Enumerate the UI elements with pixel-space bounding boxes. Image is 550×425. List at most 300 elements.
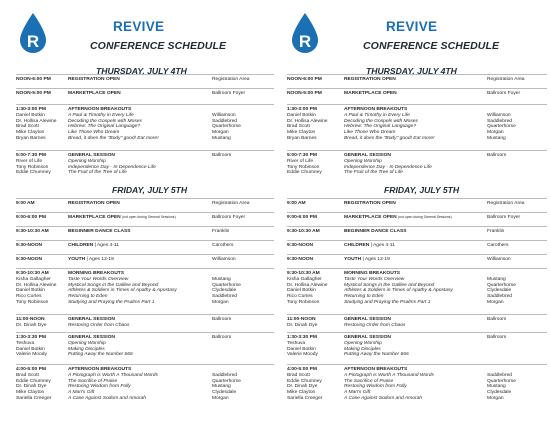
speaker-name: Tony Robinson xyxy=(16,164,49,170)
room-name: Quarterhorse xyxy=(487,124,516,130)
session-time: 11:00-NOON xyxy=(287,317,316,322)
time-and-speakers xyxy=(16,317,46,329)
session-time: 9:00 AM xyxy=(287,201,306,206)
session-topic: A Case Against Sodom and Amorah xyxy=(68,395,147,401)
room-column xyxy=(487,243,508,249)
speaker-name: Teshuva xyxy=(287,340,306,346)
speaker-name: Daniel Botkin xyxy=(16,346,45,352)
room-column xyxy=(212,229,229,235)
session-title: MARKETPLACE OPEN xyxy=(68,91,121,96)
session-details xyxy=(68,317,129,329)
time-and-speakers xyxy=(16,215,46,221)
session-time: 11:00-NOON xyxy=(16,317,45,322)
session-topic: Independence Day - In Dependence Life xyxy=(68,164,156,170)
speaker-name: River of Life xyxy=(16,158,43,164)
time-and-speakers xyxy=(287,77,322,83)
session-title: YOUTH | Ages 12-19 xyxy=(344,257,390,262)
speaker-name: Eddie Chumney xyxy=(287,378,322,384)
room-column xyxy=(487,77,525,83)
session-title: AFTERNOON BREAKOUTS xyxy=(68,107,132,112)
speaker-name: Dr. Dinah Dye xyxy=(16,384,47,390)
speaker-name: Brad Scott xyxy=(16,124,39,130)
room-name: Williamson xyxy=(487,257,511,262)
room-column xyxy=(487,257,511,263)
session-time: 9:30-10:30 AM xyxy=(16,229,49,234)
speaker-name: Rico Cortes xyxy=(287,294,313,300)
session-time: 9:30-NOON xyxy=(287,243,314,248)
session-details xyxy=(344,215,452,221)
session-topic: Bread, it does the "Body" good! Eat more! xyxy=(344,135,435,141)
time-and-speakers xyxy=(287,215,317,221)
speaker-name: Mike Clayton xyxy=(287,390,316,396)
session-details xyxy=(344,243,395,249)
room-name: Mustang xyxy=(487,384,506,390)
session-title: AFTERNOON BREAKOUTS xyxy=(344,367,408,372)
age-range: | Ages 12-19 xyxy=(361,257,390,262)
speaker-name: Valerie Moody xyxy=(16,352,47,358)
session-time: 9:00-6:00 PM xyxy=(287,215,317,220)
speaker-name: Eddie Chumney xyxy=(16,170,51,176)
session-topic: Restoring Wisdom from Folly xyxy=(344,384,407,390)
room-name: Clydesdale xyxy=(212,288,237,294)
session-topic: Restoring Wisdom from Folly xyxy=(68,384,131,390)
room-name: Registration Area xyxy=(487,77,525,82)
session-topic: Decoding the Gospels with Moses xyxy=(68,118,142,124)
room-name: Mustang xyxy=(212,384,231,390)
session-topic: Putting Away the Number 666 xyxy=(344,352,409,358)
session-title: GENERAL SESSION xyxy=(344,317,391,322)
speaker-name: Tony Robinson xyxy=(287,164,320,170)
session-time: 1:30-3:30 PM xyxy=(16,335,46,340)
session-topic: Returning to Eden xyxy=(68,294,108,300)
session-time: 9:30-NOON xyxy=(287,257,314,262)
speaker-name: Tony Robinson xyxy=(16,299,49,305)
session-time: NOON-5:00 PM xyxy=(16,91,51,96)
session-time: 4:00-5:00 PM xyxy=(287,367,317,372)
row-divider xyxy=(16,226,274,227)
session-time: 1:30-3:00 PM xyxy=(16,107,46,112)
session-title: REGISTRATION OPEN xyxy=(344,201,396,206)
session-time: 5:00-7:30 PM xyxy=(16,153,46,158)
session-details xyxy=(344,367,434,402)
time-and-speakers xyxy=(287,201,306,207)
session-note: (not open during General Sessions) xyxy=(398,215,452,219)
room-name: Saddlebred xyxy=(487,372,513,378)
row-divider xyxy=(287,212,547,213)
session-topic: Taste Your Words Overview xyxy=(344,276,405,282)
session-time: 9:00-6:00 PM xyxy=(16,215,46,220)
row-divider xyxy=(16,364,274,365)
room-column xyxy=(212,271,241,306)
session-title: REGISTRATION OPEN xyxy=(344,77,396,82)
session-details xyxy=(344,91,397,97)
speaker-name: Rico Cortes xyxy=(16,294,42,300)
session-topic: Making Disciples xyxy=(344,346,381,352)
session-topic: Opening Worship xyxy=(68,158,106,164)
session-topic: Opening Worship xyxy=(344,158,382,164)
session-details xyxy=(344,271,453,306)
room-column xyxy=(487,107,516,142)
session-title: GENERAL SESSION xyxy=(68,335,115,340)
session-topic: Athletes & Soldiers in Times of Apathy & Apostasy xyxy=(344,288,453,294)
session-details xyxy=(344,229,407,235)
session-details xyxy=(344,153,432,176)
room-name: Franklin xyxy=(487,229,505,234)
speaker-name: Brad Scott xyxy=(16,372,39,378)
room-name: Clydesdale xyxy=(212,390,237,396)
session-details xyxy=(344,317,405,329)
revive-drop-logo-icon xyxy=(18,12,48,54)
room-column xyxy=(487,367,516,402)
age-range: | Ages 4-11 xyxy=(369,243,395,248)
day-heading-friday: FRIDAY, JULY 5TH xyxy=(384,185,460,195)
session-title: MORNING BREAKOUTS xyxy=(344,271,400,276)
room-name: Quarterhorse xyxy=(212,124,241,130)
speaker-name: Mike Clayton xyxy=(16,390,45,396)
time-and-speakers xyxy=(16,335,47,358)
session-title: AFTERNOON BREAKOUTS xyxy=(68,367,132,372)
room-name: Registration Area xyxy=(212,77,250,82)
row-divider xyxy=(287,104,547,105)
row-divider xyxy=(16,104,274,105)
room-name: Ballroom Foyer xyxy=(487,91,521,96)
room-name: Carothers xyxy=(212,243,234,248)
session-title: MARKETPLACE OPEN (not open during General Sessions) xyxy=(344,215,452,220)
time-and-speakers xyxy=(287,271,328,306)
session-topic: A Case Against Sodom and Amorah xyxy=(344,395,423,401)
session-time: 1:30-3:30 PM xyxy=(287,335,317,340)
session-details xyxy=(68,77,120,83)
session-topic: A Pictograph is Worth A Thousand Words xyxy=(68,372,158,378)
schedule-page-right xyxy=(275,0,550,425)
speaker-name: Daniel Botkin xyxy=(16,288,45,294)
room-column xyxy=(212,215,245,221)
speaker-name: Daniel Botkin xyxy=(287,112,316,118)
row-divider xyxy=(16,198,274,199)
session-details xyxy=(68,243,119,249)
speaker-name: Dr. Dinah Dye xyxy=(16,322,47,328)
page-title: CONFERENCE SCHEDULE xyxy=(363,40,500,52)
row-divider xyxy=(16,314,274,315)
session-topic: Mystical Songs in the Galilee and Beyond xyxy=(68,282,159,288)
svg-text:R: R xyxy=(26,32,40,51)
day-heading-thursday: THURSDAY, JULY 4TH xyxy=(96,66,187,76)
room-name: Quarterhorse xyxy=(487,378,516,384)
row-divider xyxy=(287,254,547,255)
session-time: 9:30-NOON xyxy=(16,257,43,262)
time-and-speakers xyxy=(16,367,51,402)
session-time: 1:30-3:00 PM xyxy=(287,107,317,112)
day-heading-friday: FRIDAY, JULY 5TH xyxy=(112,185,188,195)
room-column xyxy=(212,107,241,142)
session-details xyxy=(68,335,133,358)
session-details xyxy=(68,153,156,176)
speaker-name: Daniel Botkin xyxy=(16,112,45,118)
room-column xyxy=(212,153,231,159)
row-divider xyxy=(287,74,547,75)
brand-wordmark: REVIVE xyxy=(113,19,165,34)
session-time: 9:00 AM xyxy=(16,201,35,206)
session-time: 5:00-7:30 PM xyxy=(287,153,317,158)
session-title: REGISTRATION OPEN xyxy=(68,77,120,82)
speaker-name: Mike Clayton xyxy=(16,130,45,136)
age-range: | Ages 4-11 xyxy=(93,243,119,248)
room-column xyxy=(212,91,245,97)
room-column xyxy=(487,91,520,97)
time-and-speakers xyxy=(287,317,317,329)
row-divider xyxy=(287,226,547,227)
session-topic: Studying and Praying the Psalms Part 1 xyxy=(68,299,155,305)
time-and-speakers xyxy=(16,77,51,83)
row-divider xyxy=(287,240,547,241)
row-divider xyxy=(287,88,547,89)
speaker-name: Sariella Creeger xyxy=(287,395,323,401)
session-topic: The Sacrifice of Praise xyxy=(68,378,118,384)
room-name: Morgan xyxy=(487,130,504,136)
time-and-speakers xyxy=(16,229,49,235)
room-column xyxy=(212,77,250,83)
time-and-speakers xyxy=(287,91,322,97)
speaker-name: Kisha Gallagher xyxy=(16,276,51,282)
room-name: Williamson xyxy=(487,112,511,118)
room-name: Mustang xyxy=(487,276,506,282)
time-and-speakers xyxy=(16,243,42,249)
speaker-name: Daniel Botkin xyxy=(287,346,316,352)
time-and-speakers xyxy=(287,229,320,235)
session-time: 9:30-10:30 AM xyxy=(287,271,320,276)
session-topic: A Pictograph is Worth A Thousand Words xyxy=(344,372,434,378)
row-divider xyxy=(287,150,547,151)
room-name: Mustang xyxy=(487,135,506,141)
brand-wordmark: REVIVE xyxy=(386,19,438,34)
session-title: BEGINNER DANCE CLASS xyxy=(344,229,407,234)
room-name: Quarterhorse xyxy=(212,378,241,384)
room-name: Quarterhorse xyxy=(212,282,241,288)
row-divider xyxy=(287,332,547,333)
session-title: MORNING BREAKOUTS xyxy=(68,271,124,276)
session-details xyxy=(68,201,120,207)
session-details xyxy=(344,107,434,142)
room-column xyxy=(212,367,241,402)
room-name: Morgan xyxy=(212,395,229,401)
session-topic: Returning to Eden xyxy=(344,294,384,300)
time-and-speakers xyxy=(16,257,42,263)
room-name: Registration Area xyxy=(487,201,525,206)
session-title: GENERAL SESSION xyxy=(344,335,391,340)
session-topic: The Fruit of the Tree of Life xyxy=(344,170,403,176)
session-details xyxy=(68,271,177,306)
room-name: Mustang xyxy=(212,276,231,282)
session-time: 9:30-10:30 AM xyxy=(287,229,320,234)
speaker-name: River of Life xyxy=(287,158,314,164)
row-divider xyxy=(287,314,547,315)
room-name: Clydesdale xyxy=(487,390,512,396)
row-divider xyxy=(16,88,274,89)
session-topic: A Paul & Timothy in Every Life xyxy=(68,112,134,118)
room-column xyxy=(487,229,504,235)
session-topic: The Sacrifice of Praise xyxy=(344,378,394,384)
session-title: REGISTRATION OPEN xyxy=(68,201,120,206)
speaker-name: Dr. Hollisa Alewine xyxy=(16,282,57,288)
session-topic: Bread, it does the "Body" good! Eat more! xyxy=(68,135,159,141)
session-time: 4:00-5:00 PM xyxy=(16,367,46,372)
row-divider xyxy=(287,198,547,199)
time-and-speakers xyxy=(287,107,328,142)
speaker-name: Brad Scott xyxy=(287,124,310,130)
session-time: 9:30-NOON xyxy=(16,243,43,248)
session-title: AFTERNOON BREAKOUTS xyxy=(344,107,408,112)
session-title: YOUTH | Ages 12-19 xyxy=(68,257,114,262)
room-name: Morgan xyxy=(212,299,229,305)
session-topic: A Man's Gift xyxy=(68,390,95,396)
session-topic: Making Disciples xyxy=(68,346,105,352)
time-and-speakers xyxy=(287,335,318,358)
time-and-speakers xyxy=(16,107,57,142)
session-topic: Independence Day - In Dependence Life xyxy=(344,164,432,170)
speaker-name: Sariella Creeger xyxy=(16,395,52,401)
svg-text:R: R xyxy=(298,32,312,51)
room-name: Ballroom Foyer xyxy=(212,215,246,220)
session-title: CHILDREN | Ages 4-11 xyxy=(344,243,395,248)
session-topic: Restoring Order from Chaos xyxy=(68,322,130,328)
speaker-name: Brad Scott xyxy=(287,372,310,378)
room-name: Williamson xyxy=(212,257,236,262)
speaker-name: Kisha Gallagher xyxy=(287,276,322,282)
session-topic: Restoring Order from Chaos xyxy=(344,322,406,328)
session-topic: A Paul & Timothy in Every Life xyxy=(344,112,410,118)
speaker-name: Daniel Botkin xyxy=(287,288,316,294)
session-title: GENERAL SESSION xyxy=(68,153,115,158)
session-details xyxy=(344,201,396,207)
session-topic: Opening Worship xyxy=(344,340,382,346)
speaker-name: Eddie Chumney xyxy=(16,378,51,384)
time-and-speakers xyxy=(16,91,51,97)
time-and-speakers xyxy=(16,201,35,207)
session-title: MARKETPLACE OPEN xyxy=(344,91,397,96)
room-column xyxy=(212,201,250,207)
session-details xyxy=(68,215,176,221)
room-column xyxy=(487,201,525,207)
session-note: (not open during General Sessions) xyxy=(122,215,176,219)
session-title: BEGINNER DANCE CLASS xyxy=(68,229,131,234)
session-title: MARKETPLACE OPEN (not open during General Sessions) xyxy=(68,215,176,220)
session-topic: A Man's Gift xyxy=(344,390,371,396)
speaker-name: Dr. Hollisa Alewine xyxy=(287,118,328,124)
session-title: GENERAL SESSION xyxy=(344,153,391,158)
session-topic: Putting Away the Number 666 xyxy=(68,352,133,358)
room-column xyxy=(212,243,233,249)
room-name: Morgan xyxy=(487,299,504,305)
session-topic: Like Those Who Dream xyxy=(344,130,396,136)
room-column xyxy=(212,335,231,341)
room-name: Ballroom xyxy=(212,153,232,158)
speaker-name: Dr. Hollisa Alewine xyxy=(16,118,57,124)
room-name: Saddlebred xyxy=(212,372,238,378)
room-name: Ballroom xyxy=(487,335,507,340)
session-details xyxy=(344,257,390,263)
room-column xyxy=(487,335,506,341)
speaker-name: Valerie Moody xyxy=(287,352,318,358)
room-name: Clydesdale xyxy=(487,288,512,294)
room-column xyxy=(487,271,516,306)
speaker-name: Tony Robinson xyxy=(287,299,320,305)
day-heading-thursday: THURSDAY, JULY 4TH xyxy=(366,66,457,76)
session-details xyxy=(68,367,158,402)
session-topic: The Fruit of the Tree of Life xyxy=(68,170,127,176)
row-divider xyxy=(287,364,547,365)
room-column xyxy=(212,257,236,263)
session-title: CHILDREN | Ages 4-11 xyxy=(68,243,119,248)
session-topic: Hebrew: The Original Language? xyxy=(68,124,141,130)
room-name: Quarterhorse xyxy=(487,282,516,288)
room-name: Ballroom xyxy=(212,317,232,322)
speaker-name: Eddie Chumney xyxy=(287,170,322,176)
room-column xyxy=(487,317,506,323)
session-topic: Like Those Who Dream xyxy=(68,130,120,136)
session-details xyxy=(68,107,158,142)
row-divider xyxy=(16,268,274,269)
speaker-name: Bryan Barnes xyxy=(16,135,46,141)
room-name: Mustang xyxy=(212,135,231,141)
session-time: NOON-6:00 PM xyxy=(287,77,322,82)
row-divider xyxy=(16,212,274,213)
speaker-name: Teshuva xyxy=(16,340,35,346)
speaker-name: Mike Clayton xyxy=(287,130,316,136)
session-topic: Studying and Praying the Psalms Part 1 xyxy=(344,299,431,305)
session-time: NOON-5:00 PM xyxy=(287,91,322,96)
revive-drop-logo-icon xyxy=(290,12,320,54)
speaker-name: Bryan Barnes xyxy=(287,135,317,141)
time-and-speakers xyxy=(287,257,313,263)
session-details xyxy=(344,77,396,83)
session-time: NOON-6:00 PM xyxy=(16,77,51,82)
room-name: Franklin xyxy=(212,229,230,234)
row-divider xyxy=(16,240,274,241)
session-topic: Hebrew: The Original Language? xyxy=(344,124,417,130)
speaker-name: Dr. Hollisa Alewine xyxy=(287,282,328,288)
time-and-speakers xyxy=(16,153,51,176)
session-details xyxy=(68,229,131,235)
session-title: GENERAL SESSION xyxy=(68,317,115,322)
room-name: Carothers xyxy=(487,243,509,248)
room-name: Saddlebred xyxy=(487,294,513,300)
time-and-speakers xyxy=(16,271,57,306)
time-and-speakers xyxy=(287,367,322,402)
room-name: Ballroom Foyer xyxy=(212,91,246,96)
speaker-name: Dr. Dinah Dye xyxy=(287,384,318,390)
room-name: Ballroom xyxy=(487,317,507,322)
room-name: Morgan xyxy=(212,130,229,136)
room-name: Williamson xyxy=(212,112,236,118)
row-divider xyxy=(16,254,274,255)
time-and-speakers xyxy=(287,153,322,176)
room-column xyxy=(487,215,520,221)
room-name: Registration Area xyxy=(212,201,250,206)
session-topic: Athletes & Soldiers in Times of Apathy & Apostasy xyxy=(68,288,177,294)
session-details xyxy=(68,257,114,263)
session-details xyxy=(344,335,409,358)
room-name: Ballroom Foyer xyxy=(487,215,521,220)
session-details xyxy=(68,91,121,97)
session-topic: Mystical Songs in the Galilee and Beyond xyxy=(344,282,435,288)
room-name: Ballroom xyxy=(212,335,232,340)
speaker-name: Dr. Dinah Dye xyxy=(287,322,318,328)
room-name: Morgan xyxy=(487,395,504,401)
row-divider xyxy=(16,150,274,151)
session-time: 9:30-10:30 AM xyxy=(16,271,49,276)
row-divider xyxy=(16,332,274,333)
time-and-speakers xyxy=(287,243,313,249)
